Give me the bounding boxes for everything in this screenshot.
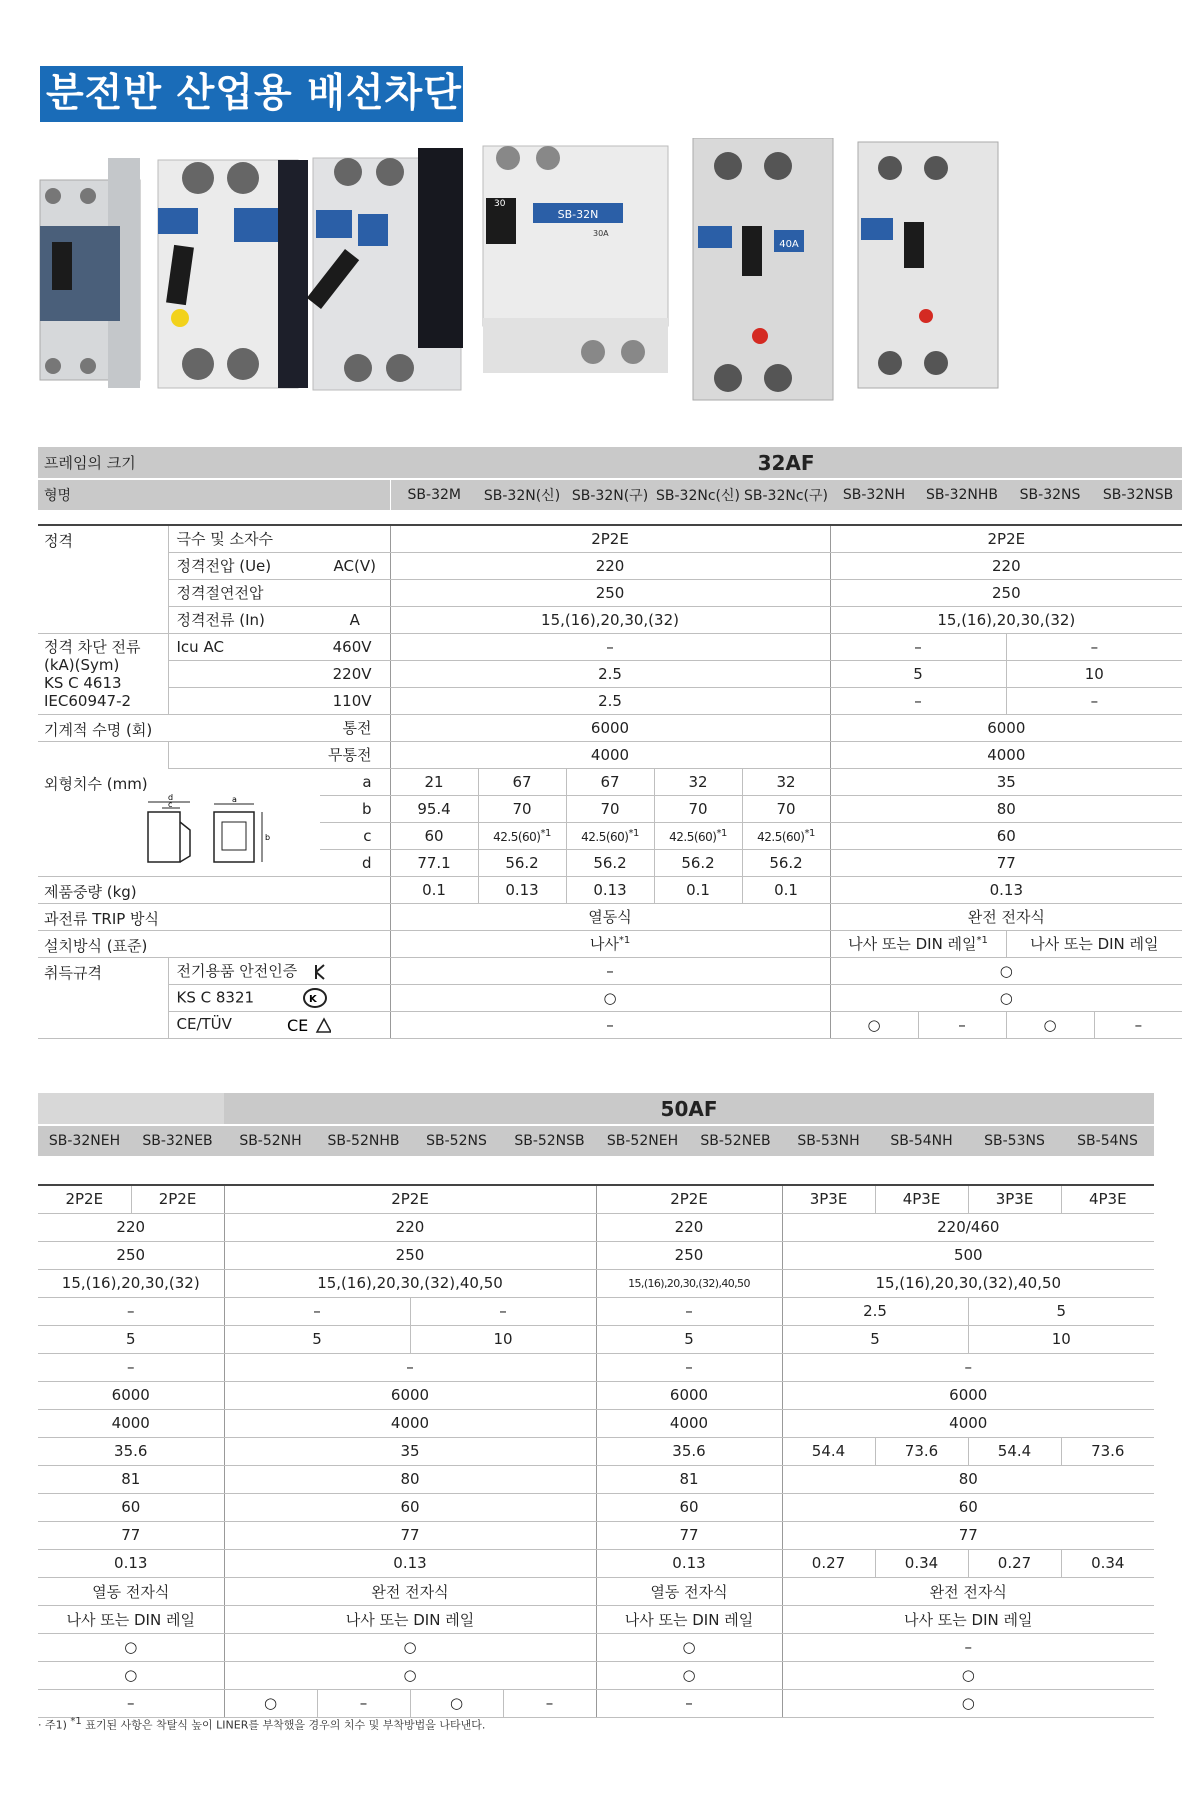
spec-value: 2.5 [390, 687, 830, 714]
spec-value: – [317, 1689, 410, 1717]
spec-value: 77 [224, 1521, 596, 1549]
spec-value: – [390, 1011, 830, 1038]
spec-value: 완전 전자식 [224, 1577, 596, 1605]
svg-text:K: K [308, 993, 317, 1005]
rating-label: 정격 [38, 525, 168, 633]
spec-value: 10 [1006, 660, 1182, 687]
spec-value: 77 [782, 1521, 1154, 1549]
spec-value: 70 [654, 795, 742, 822]
svg-text:30A: 30A [593, 229, 609, 238]
spec-value: 나사 또는 DIN 레일 [782, 1605, 1154, 1633]
ks-mark-icon [303, 988, 327, 1008]
life-off-label: 무통전 [168, 741, 390, 768]
spec-value: 15,(16),20,30,(32),40,50 [782, 1269, 1154, 1297]
spec-value: – [782, 1633, 1154, 1661]
spec-value: 4000 [38, 1409, 224, 1437]
spec-value: 6000 [390, 714, 830, 741]
spec-table-50af [38, 1093, 1154, 1718]
svg-text:SB-32N: SB-32N [557, 208, 599, 221]
spec-value: ○ [38, 1633, 224, 1661]
frame-size-value: 32AF [390, 447, 1182, 479]
spec-value: 35.6 [38, 1437, 224, 1465]
spec-value: 나사 또는 DIN 레일$^{*1}$ [830, 930, 1006, 957]
voltage-label: 110V [168, 687, 390, 714]
spec-value: 56.2 [478, 849, 566, 876]
spec-value: 0.13 [596, 1549, 782, 1577]
model-name: SB-52NHB [317, 1125, 410, 1157]
spec-value: 나사 또는 DIN 레일 [224, 1605, 596, 1633]
spec-value: 35.6 [596, 1437, 782, 1465]
spec-value: 56.2 [566, 849, 654, 876]
dimension-label: 외형치수 (mm) d c a b [38, 768, 320, 876]
spec-value: 나사 또는 DIN 레일 [596, 1605, 782, 1633]
spec-value: 6000 [830, 714, 1182, 741]
model-name: SB-32N(구) [566, 479, 654, 511]
model-name: SB-32NS [1006, 479, 1094, 511]
spec-value: 2P2E [224, 1185, 596, 1213]
model-name: SB-32NH [830, 479, 918, 511]
spec-value: 77 [596, 1521, 782, 1549]
model-name: SB-32Nc(신) [654, 479, 742, 511]
spec-value: 열동 전자식 [38, 1577, 224, 1605]
spec-value: 73.6 [1061, 1437, 1154, 1465]
breaker-image-2 [158, 160, 308, 388]
voltage-label: 220V [168, 660, 390, 687]
footnote: · 주1) $^{*1}$ 표기된 사항은 착탈식 높이 LINER를 부착했을 경우의 치수 및 부착방법을 나타낸다. [38, 1716, 486, 1732]
svg-text:d: d [168, 792, 174, 802]
spec-value: ○ [830, 1011, 918, 1038]
frame-size-value: 50AF [224, 1093, 1154, 1125]
spec-value: 0.34 [875, 1549, 968, 1577]
page-title: 분전반 산업용 배선차단기 [40, 66, 463, 122]
spec-value: 220 [830, 552, 1182, 579]
spec-value: 35 [830, 768, 1182, 795]
spec-value: – [1006, 633, 1182, 660]
spec-value: 0.13 [38, 1549, 224, 1577]
spec-value: 완전 전자식 [830, 903, 1182, 930]
spec-value: – [596, 1353, 782, 1381]
spec-value: 5 [38, 1325, 224, 1353]
cert-kc: 전기용품 안전인증 [168, 957, 390, 984]
model-name: SB-32M [390, 479, 478, 511]
spec-value: 56.2 [654, 849, 742, 876]
spec-value: 220 [38, 1213, 224, 1241]
spec-value: $42.5(60)^{*1}$ [566, 822, 654, 849]
spec-value: 80 [224, 1465, 596, 1493]
model-name: SB-32N(신) [478, 479, 566, 511]
kc-mark-icon [312, 963, 330, 981]
spec-value: ○ [224, 1661, 596, 1689]
spec-value: 0.1 [390, 876, 478, 903]
spec-value: 5 [782, 1325, 968, 1353]
spec-value: $42.5(60)^{*1}$ [654, 822, 742, 849]
in-unit: A [320, 606, 390, 633]
spec-value: 0.1 [742, 876, 830, 903]
spec-value: 나사 또는 DIN 레일 [1006, 930, 1182, 957]
model-name: SB-53NH [782, 1125, 875, 1157]
spec-value: ○ [410, 1689, 503, 1717]
spec-value: 70 [478, 795, 566, 822]
spec-value: 열동 전자식 [596, 1577, 782, 1605]
table-cell [38, 1157, 1154, 1185]
spec-value: 2.5 [782, 1297, 968, 1325]
spec-value: 60 [224, 1493, 596, 1521]
spec-value: $42.5(60)^{*1}$ [742, 822, 830, 849]
spec-value: 32 [654, 768, 742, 795]
mount-label: 설치방식 (표준) [38, 930, 390, 957]
spec-value: 6000 [224, 1381, 596, 1409]
spec-value: 6000 [596, 1381, 782, 1409]
spec-value: ○ [224, 1689, 317, 1717]
spec-value: 250 [830, 579, 1182, 606]
voltage-label: 460V [320, 633, 390, 660]
spec-value: 4P3E [875, 1185, 968, 1213]
spec-value: 10 [968, 1325, 1154, 1353]
spec-value: 220 [596, 1213, 782, 1241]
spec-value: 60 [390, 822, 478, 849]
svg-text:40A: 40A [779, 239, 799, 250]
spec-value: 60 [830, 822, 1182, 849]
spec-value: 2.5 [390, 660, 830, 687]
table-cell [38, 511, 1182, 525]
spec-value: 60 [782, 1493, 1154, 1521]
breaker-image-4 [483, 146, 668, 373]
spec-value: 80 [830, 795, 1182, 822]
spec-value: 54.4 [968, 1437, 1061, 1465]
spec-value: 220/460 [782, 1213, 1154, 1241]
spec-value: 5 [224, 1325, 410, 1353]
svg-text:b: b [265, 832, 271, 842]
spec-value: 열동식 [390, 903, 830, 930]
model-name: SB-53NS [968, 1125, 1061, 1157]
spec-value: – [1006, 687, 1182, 714]
spec-value: 15,(16),20,30,(32),40,50 [224, 1269, 596, 1297]
dimension-diagram [144, 792, 284, 866]
ue-unit: AC(V) [320, 552, 390, 579]
breaker-image-5 [693, 138, 833, 400]
model-name: SB-52NSB [503, 1125, 596, 1157]
spec-value: 15,(16),20,30,(32) [38, 1269, 224, 1297]
spec-value: 21 [390, 768, 478, 795]
spec-value: – [410, 1297, 596, 1325]
spec-value: ○ [830, 984, 1182, 1011]
ue-label: 정격전압 (Ue) [168, 552, 320, 579]
spec-value: 나사$^{*1}$ [390, 930, 830, 957]
table-cell [38, 1093, 224, 1125]
spec-value: 4000 [830, 741, 1182, 768]
spec-value: 54.4 [782, 1437, 875, 1465]
spec-value: 250 [38, 1241, 224, 1269]
trip-label: 과전류 TRIP 방식 [38, 903, 390, 930]
frame-size-label: 프레임의 크기 [38, 447, 390, 479]
spec-value: 500 [782, 1241, 1154, 1269]
spec-value: 6000 [782, 1381, 1154, 1409]
dim-key: d [320, 849, 390, 876]
spec-value: 3P3E [782, 1185, 875, 1213]
spec-value: – [224, 1353, 596, 1381]
insulation-label: 정격절연전압 [168, 579, 390, 606]
spec-value: – [830, 633, 1006, 660]
spec-value: 4000 [596, 1409, 782, 1437]
spec-value: – [390, 957, 830, 984]
spec-value: – [224, 1297, 410, 1325]
spec-value: 2P2E [596, 1185, 782, 1213]
ce-mark-icon [287, 1016, 331, 1034]
spec-value: – [38, 1689, 224, 1717]
spec-value: ○ [782, 1689, 1154, 1717]
spec-value: 0.34 [1061, 1549, 1154, 1577]
in-label: 정격전류 (In) [168, 606, 320, 633]
spec-value: – [503, 1689, 596, 1717]
table-cell [38, 741, 168, 768]
spec-table-32af [38, 447, 1182, 1039]
spec-value: 2P2E [830, 525, 1182, 552]
weight-label: 제품중량 (kg) [38, 876, 390, 903]
model-label: 형명 [38, 479, 390, 511]
spec-value: 81 [38, 1465, 224, 1493]
spec-value: 4000 [224, 1409, 596, 1437]
cert-ks: KS C 8321 K [168, 984, 390, 1011]
spec-value: 60 [38, 1493, 224, 1521]
spec-value: 0.13 [566, 876, 654, 903]
life-label: 기계적 수명 (회) [38, 714, 320, 741]
spec-value: 250 [224, 1241, 596, 1269]
spec-value: 4000 [782, 1409, 1154, 1437]
spec-value: 4P3E [1061, 1185, 1154, 1213]
spec-value: 4000 [390, 741, 830, 768]
spec-value: 32 [742, 768, 830, 795]
poles-label: 극수 및 소자수 [168, 525, 390, 552]
breaker-image-1 [40, 158, 140, 388]
spec-value: 10 [410, 1325, 596, 1353]
spec-value: 2P2E [131, 1185, 224, 1213]
dim-key: a [320, 768, 390, 795]
spec-value: 6000 [38, 1381, 224, 1409]
spec-value: ○ [782, 1661, 1154, 1689]
spec-value: 70 [566, 795, 654, 822]
model-name: SB-32NEH [38, 1125, 131, 1157]
breaker-image-6 [858, 142, 998, 388]
product-photos [38, 138, 1148, 406]
spec-value: – [596, 1297, 782, 1325]
spec-value: $42.5(60)^{*1}$ [478, 822, 566, 849]
breaker-image-3 [307, 148, 463, 390]
spec-value: – [38, 1297, 224, 1325]
spec-value: 220 [390, 552, 830, 579]
spec-value: 0.13 [224, 1549, 596, 1577]
model-name: SB-52NS [410, 1125, 503, 1157]
spec-value: ○ [830, 957, 1182, 984]
icu-label: Icu AC [168, 633, 320, 660]
spec-value: 67 [478, 768, 566, 795]
spec-value: 0.27 [968, 1549, 1061, 1577]
svg-text:c: c [168, 799, 173, 809]
spec-value: 73.6 [875, 1437, 968, 1465]
spec-value: 0.13 [830, 876, 1182, 903]
spec-value: 220 [224, 1213, 596, 1241]
spec-value: 56.2 [742, 849, 830, 876]
spec-value: 67 [566, 768, 654, 795]
spec-value: 15,(16),20,30,(32) [830, 606, 1182, 633]
spec-value: – [782, 1353, 1154, 1381]
spec-value: 60 [596, 1493, 782, 1521]
model-name: SB-32Nc(구) [742, 479, 830, 511]
spec-value: 95.4 [390, 795, 478, 822]
spec-value: ○ [596, 1633, 782, 1661]
spec-value: – [596, 1689, 782, 1717]
spec-value: 완전 전자식 [782, 1577, 1154, 1605]
model-name: SB-32NEB [131, 1125, 224, 1157]
spec-value: 5 [596, 1325, 782, 1353]
spec-value: 15,(16),20,30,(32),40,50 [596, 1269, 782, 1297]
spec-value: 77 [38, 1521, 224, 1549]
spec-value: – [830, 687, 1006, 714]
spec-value: – [918, 1011, 1006, 1038]
model-name: SB-52NH [224, 1125, 317, 1157]
spec-value: 15,(16),20,30,(32) [390, 606, 830, 633]
spec-value: 80 [782, 1465, 1154, 1493]
model-name: SB-32NHB [918, 479, 1006, 511]
spec-value: ○ [1006, 1011, 1094, 1038]
model-name: SB-52NEH [596, 1125, 689, 1157]
spec-value: 3P3E [968, 1185, 1061, 1213]
model-name: SB-32NSB [1094, 479, 1182, 511]
dim-key: c [320, 822, 390, 849]
cert-ce: CE/TÜV CE [168, 1011, 390, 1038]
model-name: SB-54NH [875, 1125, 968, 1157]
model-name: SB-54NS [1061, 1125, 1154, 1157]
breaking-current-label: 정격 차단 전류 (kA)(Sym) KS C 4613 IEC60947-2 [38, 633, 168, 714]
spec-value: 77.1 [390, 849, 478, 876]
spec-value: 35 [224, 1437, 596, 1465]
spec-value: 2P2E [38, 1185, 131, 1213]
dim-key: b [320, 795, 390, 822]
svg-text:CE: CE [286, 1015, 308, 1034]
spec-value: 0.1 [654, 876, 742, 903]
spec-value: ○ [596, 1661, 782, 1689]
spec-value: – [390, 633, 830, 660]
spec-value: 250 [596, 1241, 782, 1269]
spec-value: 70 [742, 795, 830, 822]
spec-value: ○ [38, 1661, 224, 1689]
spec-value: – [38, 1353, 224, 1381]
model-name: SB-52NEB [689, 1125, 782, 1157]
spec-value: – [1094, 1011, 1182, 1038]
svg-text:30: 30 [494, 199, 506, 209]
spec-value: 나사 또는 DIN 레일 [38, 1605, 224, 1633]
spec-value: 250 [390, 579, 830, 606]
spec-value: ○ [224, 1633, 596, 1661]
spec-value: 0.27 [782, 1549, 875, 1577]
spec-value: 0.13 [478, 876, 566, 903]
spec-value: 77 [830, 849, 1182, 876]
spec-value: 81 [596, 1465, 782, 1493]
spec-value: 5 [830, 660, 1006, 687]
spec-value: ○ [390, 984, 830, 1011]
cert-label: 취득규격 [38, 957, 168, 1038]
svg-text:a: a [232, 794, 237, 804]
spec-value: 2P2E [390, 525, 830, 552]
spec-value: 5 [968, 1297, 1154, 1325]
life-on-label: 통전 [320, 714, 390, 741]
